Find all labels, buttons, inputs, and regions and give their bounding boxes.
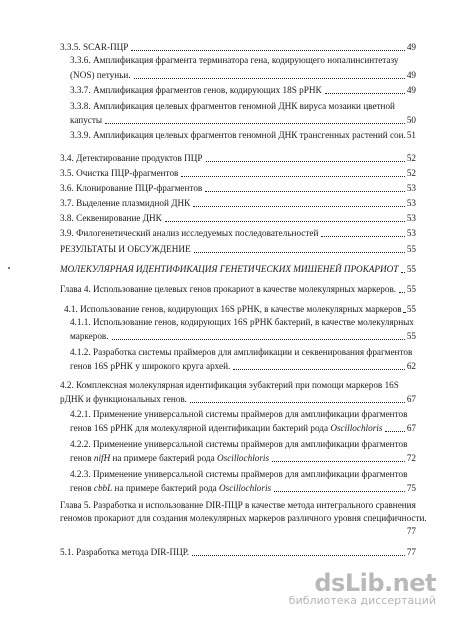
toc-entry [60,168,416,179]
toc-entry-title: Глава 4. Использование целевых генов прокариот в качестве молекулярных маркеров. [60,284,397,294]
toc-entry [60,526,416,537]
toc-leader-dots [401,272,404,273]
toc-leader-dots [205,191,405,192]
toc-page-number: 67 [406,423,416,433]
toc-entry [70,483,416,494]
toc-entry-title: 3.6. Клонирование ПЦР-фрагментов [60,183,203,193]
toc-leader-dots [193,206,405,207]
toc-leader-dots [112,339,405,340]
toc-entry-title: 3.4. Детектирование продуктов ПЦР [60,153,203,163]
toc-entry-title: маркеров. [70,331,109,341]
toc-entry [60,264,416,275]
toc-page-number: 55 [406,284,416,294]
watermark-logo: dsLib.net [314,569,436,597]
toc-page-number: 49 [406,42,416,52]
toc-page-number: 53 [406,213,416,223]
toc-entry [70,115,416,126]
toc-entry-title: МОЛЕКУЛЯРНАЯ ИДЕНТИФИКАЦИЯ ГЕНЕТИЧЕСКИХ МИШЕНЕЙ ПРОКАРИОТ [60,264,399,274]
toc-entry-title: 3.3.7. Амплификация фрагментов генов, кодирующих 18S рРНК [70,85,322,95]
toc-entry-title: 3.7. Выделение плазмидной ДНК [60,198,191,208]
toc-leader-dots [194,252,405,253]
toc-entry-title: генов 16S рРНК у широкого круга архей. [70,361,231,371]
toc-leader-dots [233,369,404,370]
toc-leader-dots [325,93,405,94]
toc-page-number: 49 [406,85,416,95]
toc-page-number: 55 [406,331,416,341]
toc-leader-dots [385,431,404,432]
toc-leader-dots [399,292,405,293]
toc-page-number: 75 [406,483,416,493]
toc-entry-title: 3.5. Очистка ПЦР-фрагментов [60,168,179,178]
toc-entry [70,453,416,464]
toc-entry [60,213,416,224]
toc-entry-title: 4.2. Комплексная молекулярная идентификация эубактерий при помощи маркеров 16S [60,380,399,390]
toc-entry [70,361,416,372]
toc-entry [60,42,416,53]
toc-entry [60,500,418,511]
toc-entry [70,55,416,66]
toc-entry [70,469,416,480]
toc-page-number: 52 [406,168,416,178]
toc-leader-dots [192,555,405,556]
toc-entry-title: 4.1. Использование генов, кодирующих 16S рРНК, в качестве молекулярных маркеров [64,304,402,314]
toc-entry [70,130,416,141]
toc-page-number: 55 [406,304,416,314]
toc-leader-dots [321,236,404,237]
toc-page-number: 55 [406,264,416,274]
toc-page-number: 52 [406,153,416,163]
toc-entry-title: капусты [70,115,103,125]
toc-entry-title: (NOS) петуньи. [70,70,131,80]
toc-entry [60,394,416,405]
toc-entry-title: 4.2.2. Применение универсальной системы праймеров для амплификации фрагментов [70,439,408,449]
toc-entry [60,153,416,164]
toc-entry [60,244,416,255]
toc-entry [70,423,416,434]
toc-entry-title: 5.1. Разработка метода DIR-ПЦР. [60,547,189,557]
toc-entry-title: геномов прокариот для создания молекулярных маркеров различного уровня специфичности. [60,513,427,523]
toc-page-number: 62 [406,361,416,371]
toc-entry [70,439,416,450]
toc-leader-dots [105,123,405,124]
toc-page-number: 77 [406,547,416,557]
toc-page-number: 77 [406,526,416,536]
toc-entry [64,304,416,315]
toc-page-number: 67 [406,394,416,404]
toc-page-number: 53 [406,228,416,238]
toc-leader-dots [403,312,405,313]
toc-entry [60,284,416,295]
toc-entry [70,409,416,420]
toc-entry [60,183,416,194]
toc-entry [70,347,416,358]
toc-entry [70,101,416,112]
toc-entry [70,331,416,342]
watermark-subtitle: библиотека диссертаций [288,594,436,607]
toc-leader-dots [274,491,405,492]
toc-entry [60,513,427,524]
toc-entry-title: генов 16S рРНК для молекулярной идентификации бактерий рода Oscillochloris [70,423,383,433]
toc-entry-title: 4.2.1. Применение универсальной системы праймеров для амплификации фрагментов [70,409,408,419]
toc-entry [70,85,416,96]
toc-entry-title: 4.1.1. Использование генов, кодирующих 16S рРНК бактерий, в качестве молекулярных [70,317,414,327]
toc-entry [70,317,416,328]
toc-entry [60,547,416,558]
toc-page-number: 51 [406,130,416,140]
toc-entry-title: 4.1.2. Разработка системы праймеров для амплификации и секвенирования фрагментов [70,347,413,357]
toc-entry-title: 3.3.5. SCAR-ПЦР [60,42,129,52]
toc-page-number: 53 [406,183,416,193]
toc-entry-title: 4.2.3. Применение универсальной системы праймеров для амплификации фрагментов [70,469,408,479]
toc-entry-title: 3.9. Филогенетический анализ исследуемых последовательностей [60,228,319,238]
toc-page-number: 55 [406,244,416,254]
toc-entry-title: 3.3.9. Амплификация целевых фрагментов геномной ДНК трансгенных растений сои. [70,130,406,140]
toc-entry-title: рДНК и функциональных генов. [60,394,187,404]
toc-entry-title: 3.3.8. Амплификация целевых фрагментов геномной ДНК вируса мозаики цветной [70,101,395,111]
toc-entry-title: 3.8. Секвенирование ДНК [60,213,162,223]
toc-leader-dots [272,461,405,462]
watermark [289,569,436,607]
toc-entry-title: генов nifH на примере бактерий рода Oscillochloris [70,453,270,463]
toc-leader-dots [165,221,405,222]
toc-leader-dots [190,402,405,403]
toc-leader-dots [206,161,405,162]
toc-leader-dots [181,176,404,177]
toc-entry [60,228,416,239]
toc-entry-title: Глава 5. Разработка и использование DIR-ПЦР в качестве метода интегрального сравнения [60,500,416,510]
toc-page-number: 53 [406,198,416,208]
toc-entry [60,380,416,391]
toc-entry-title: генов cbbL на примере бактерий рода Oscillochloris [70,483,272,493]
toc-entry-title: 3.3.6. Амплификация фрагмента терминатора гена, кодирующего нопалинсинтетазу [70,55,399,65]
toc-entry [60,198,416,209]
margin-mark [8,267,10,269]
toc-leader-dots [131,50,404,51]
toc-page-number: 50 [406,115,416,125]
toc-entry-title: РЕЗУЛЬТАТЫ И ОБСУЖДЕНИЕ [60,244,191,254]
toc-page-number: 49 [406,70,416,80]
toc-page-number: 72 [406,453,416,463]
toc-leader-dots [134,78,405,79]
toc-entry [70,70,416,81]
